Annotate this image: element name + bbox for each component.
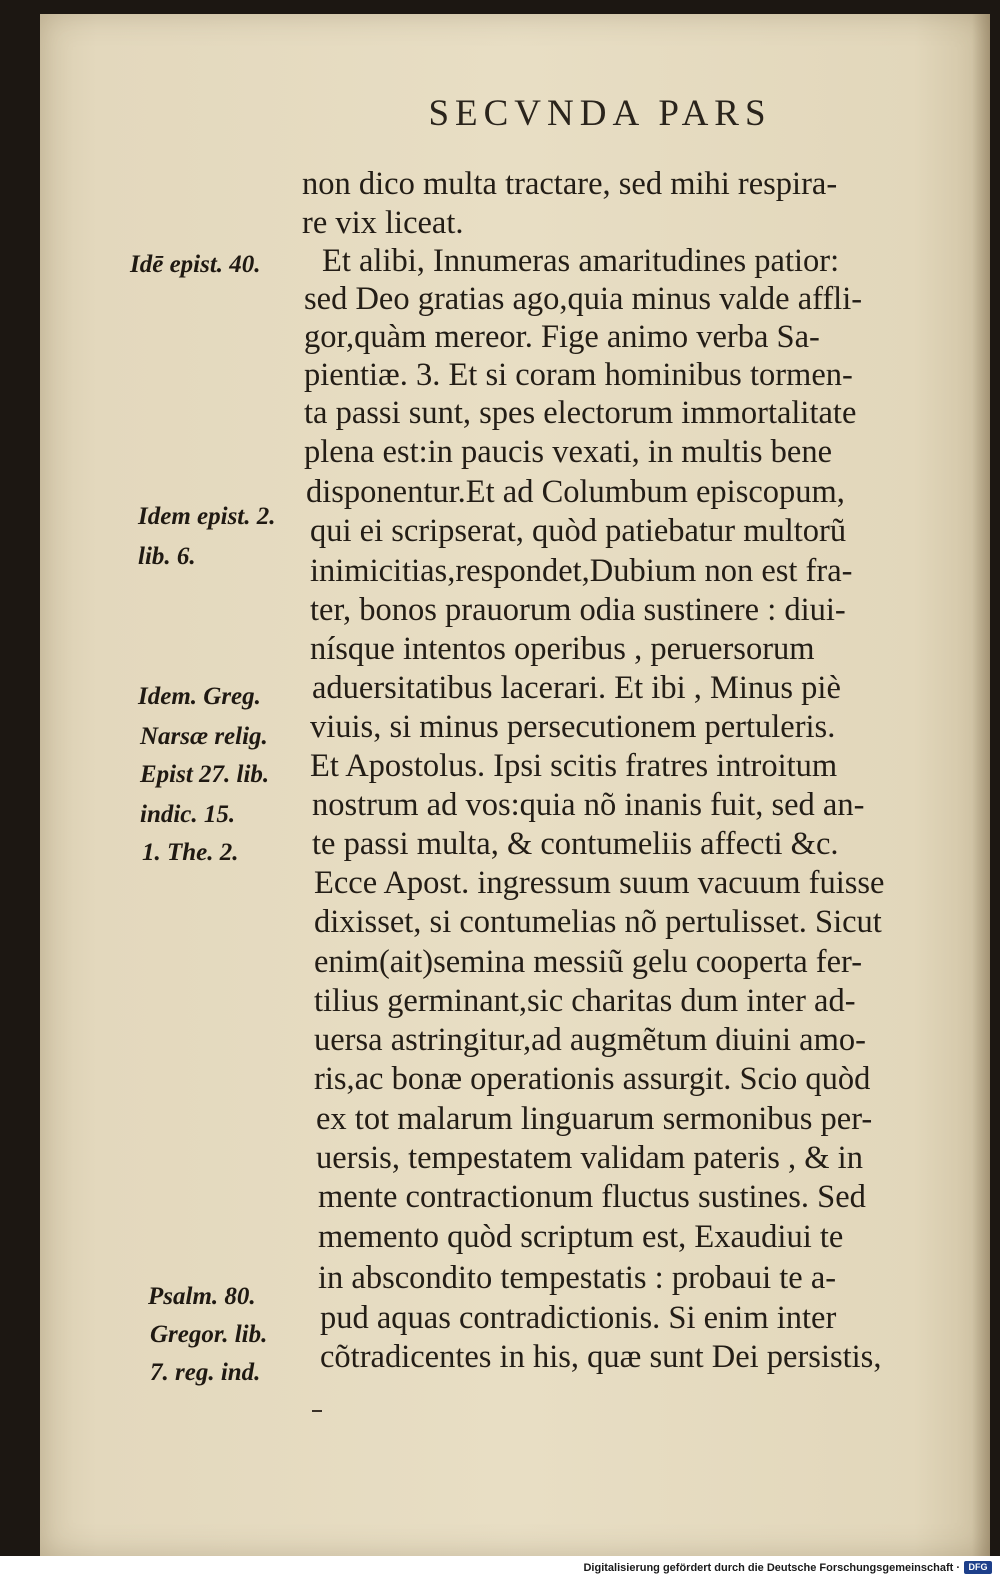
text-line: Et Apostolus. Ipsi scitis fratres introitum [310,748,838,784]
text-line: ta passi sunt, spes electorum immortalitate [304,395,857,431]
margin-note: Psalm. 80. [148,1283,256,1310]
margin-note: 1. The. 2. [142,839,239,866]
margin-note: Epist 27. lib. [140,761,270,788]
margin-note: indic. 15. [140,801,236,828]
text-line: Ecce Apost. ingressum suum vacuum fuisse [314,865,885,901]
margin-note: Idem. Greg. [138,683,261,710]
text-line: disponentur.Et ad Columbum episcopum, [306,474,845,510]
margin-note: Gregor. lib. [150,1321,268,1348]
text-line: memento quòd scriptum est, Exaudiui te [318,1219,844,1255]
text-line: dixisset, si contumelias nõ pertulisset. Sicut [314,904,882,940]
margin-note: Narsæ relig. [140,723,268,750]
margin-note: 7. reg. ind. [150,1359,261,1386]
margin-note: Idem epist. 2. [138,503,276,530]
text-line: Et alibi, Innumeras amaritudines patior: [322,243,840,279]
text-line: in abscondito tempestatis : probaui te a- [318,1260,837,1296]
text-line: inimicitias,respondet,Dubium non est fra- [310,553,853,589]
funding-credit: Digitalisierung gefördert durch die Deutsche Forschungsgemeinschaft · [583,1562,960,1574]
margin-note: Idē epist. 40. [130,251,261,278]
text-line: nísque intentos operibus , peruersorum [310,631,815,667]
text-line: ex tot malarum linguarum sermonibus per- [316,1101,873,1137]
text-line: cõtradicentes in his, quæ sunt Dei persistis, [320,1339,882,1375]
text-line: te passi multa, & contumeliis affecti &c. [312,826,839,862]
running-head: SECVNDA PARS [428,93,772,134]
line-mark [312,1410,322,1412]
text-line: tilius germinant,sic charitas dum inter ad- [314,983,856,1019]
text-line: sed Deo gratias ago,quia minus valde affli- [304,281,863,317]
text-line: ter, bonos prauorum odia sustinere : diui- [310,592,846,628]
text-line: qui ei scripserat, quòd patiebatur multorũ [310,513,847,549]
text-line: uersis, tempestatem validam pateris , & in [316,1140,863,1176]
dfg-logo: DFG [964,1561,992,1574]
text-line: uersa astringitur,ad augmẽtum diuini amo- [314,1022,866,1058]
text-line: enim(ait)semina messiũ gelu cooperta fer- [314,944,863,980]
text-line: ris,ac bonæ operationis assurgit. Scio quòd [314,1061,871,1097]
text-line: aduersitatibus lacerari. Et ibi , Minus piè [312,670,841,706]
text-line: mente contractionum fluctus sustines. Sed [318,1179,866,1215]
text-line: re vix liceat. [302,205,464,241]
text-line: nostrum ad vos:quia nõ inanis fuit, sed an- [312,787,865,823]
text-line: non dico multa tractare, sed mihi respira- [302,166,838,202]
text-line: pientiæ. 3. Et si coram hominibus tormen- [304,357,853,393]
text-line: gor,quàm mereor. Fige animo verba Sa- [304,319,820,355]
text-line: viuis, si minus persecutionem pertuleris. [310,709,836,745]
text-line: plena est:in paucis vexati, in multis bene [304,434,832,470]
margin-note: lib. 6. [138,543,196,570]
text-line: pud aquas contradictionis. Si enim inter [320,1300,837,1336]
